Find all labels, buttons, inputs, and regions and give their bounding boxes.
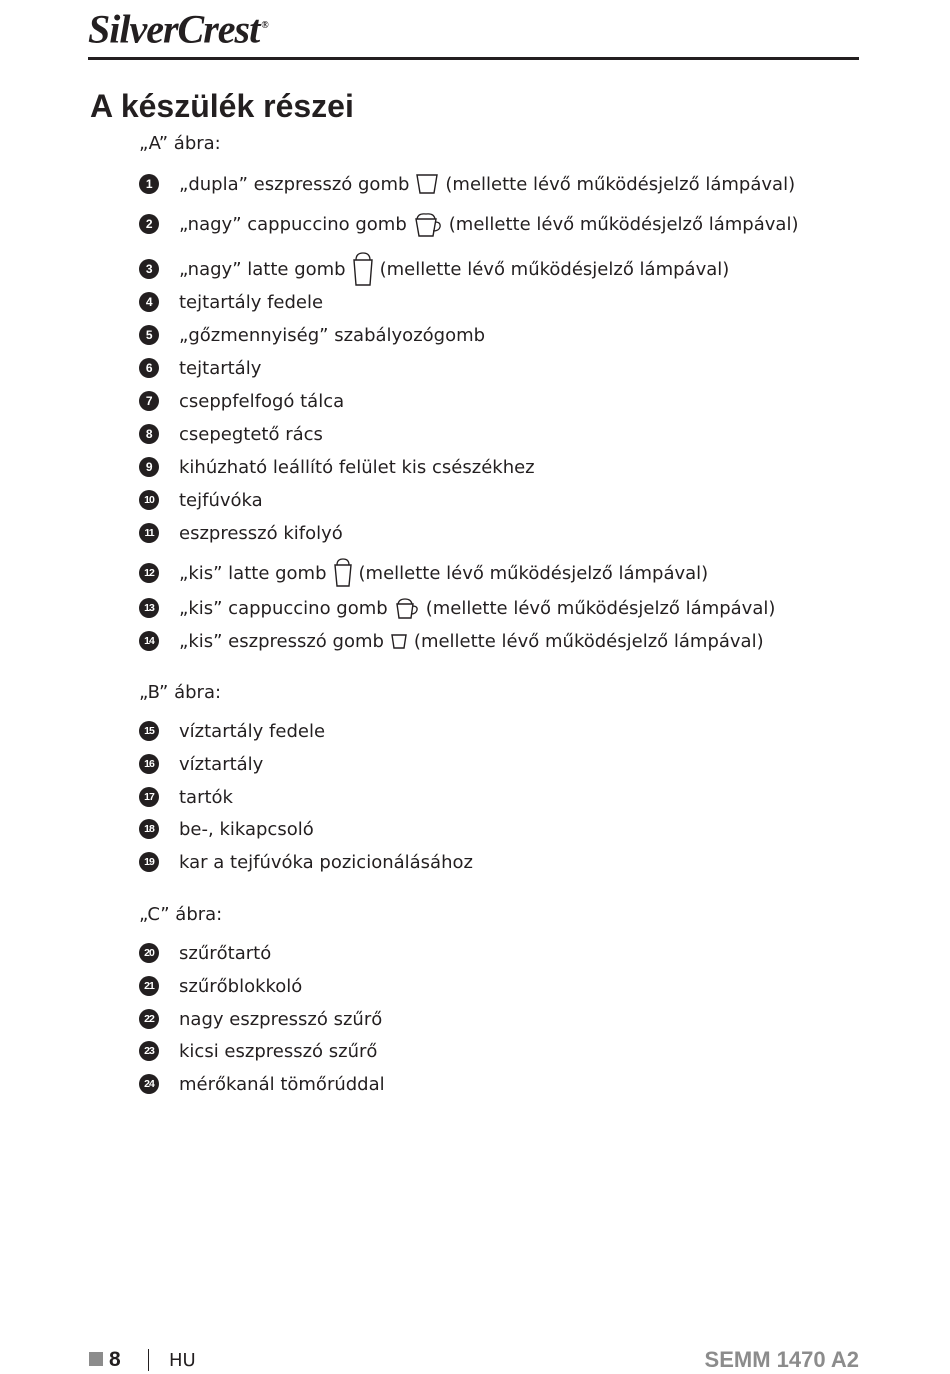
item-number-badge: 13 [139,598,159,618]
list-item [139,520,343,546]
item-number-badge: 21 [139,976,159,996]
item-number-badge: 5 [139,325,159,345]
item-text [179,358,261,379]
list-item [139,784,233,810]
item-label: kar a tejfúvóka pozicionálásához [179,851,473,873]
item-text [179,976,302,997]
item-text [179,424,323,445]
item-label: kicsi eszpresszó szűrő [179,1040,378,1062]
list-item [139,289,323,315]
list-item [139,1071,385,1097]
item-number-badge: 17 [139,787,159,807]
section-heading: „C” ábra: [139,904,223,925]
item-text [179,292,323,313]
item-label: csepegtető rács [179,423,323,445]
item-number-badge: 22 [139,1009,159,1029]
brand-logo [88,4,268,51]
list-item [139,849,473,875]
list-item [139,322,485,348]
list-item [139,718,325,744]
item-text [179,172,795,196]
item-note: (mellette lévő működésjelző lámpával) [445,173,796,195]
item-label: tartók [179,786,233,808]
list-item [139,487,263,513]
item-text [179,523,343,544]
page-number: 8 [109,1348,121,1371]
list-item [139,211,798,237]
list-item [139,171,795,197]
item-number-badge: 11 [139,523,159,543]
list-item [139,355,261,381]
item-number-badge: 6 [139,358,159,378]
item-number-badge: 15 [139,721,159,741]
item-text [179,631,764,652]
large-latte-glass-icon [352,251,374,287]
item-number-badge: 8 [139,424,159,444]
list-item [139,628,764,654]
small-latte-glass-icon [333,558,353,588]
item-text [179,490,263,511]
list-item [139,940,271,966]
item-label: „kis” eszpresszó gomb [179,630,384,652]
model-number: SEMM 1470 A2 [704,1347,859,1372]
large-cappuccino-cup-icon [413,209,443,239]
language-code: HU [169,1350,196,1371]
item-number-badge: 7 [139,391,159,411]
item-label: kihúzható leállító felület kis csészékhez [179,456,535,478]
list-item [139,1038,377,1064]
item-label: „nagy” latte gomb [179,258,346,280]
item-label: nagy eszpresszó szűrő [179,1008,383,1030]
item-label: „nagy” cappuccino gomb [179,213,407,235]
section-heading: „B” ábra: [139,682,222,703]
item-number-badge: 14 [139,631,159,651]
item-text [179,209,798,239]
item-number-badge: 3 [139,259,159,279]
item-number-badge: 2 [139,214,159,234]
section-heading: „A” ábra: [139,133,221,154]
item-number-badge: 12 [139,563,159,583]
small-espresso-cup-icon [390,632,408,650]
item-label: tejtartály fedele [179,291,324,313]
item-text [179,595,775,621]
item-label: szűrőtartó [179,942,272,964]
list-item [139,973,302,999]
item-note: (mellette lévő működésjelző lámpával) [425,597,776,619]
item-label: szűrőblokkoló [179,975,303,997]
item-note: (mellette lévő működésjelző lámpával) [379,258,730,280]
item-text [179,391,344,412]
item-label: tejtartály [179,357,262,379]
item-text [179,787,233,808]
small-cappuccino-cup-icon [394,595,420,621]
page-title: A készülék részei [90,88,354,124]
footer-separator [148,1349,149,1371]
item-label: víztartály fedele [179,720,326,742]
item-number-badge: 20 [139,943,159,963]
item-number-badge: 10 [139,490,159,510]
item-label: „dupla” eszpresszó gomb [179,173,410,195]
item-number-badge: 1 [139,174,159,194]
item-text [179,754,263,775]
item-label: cseppfelfogó tálca [179,390,345,412]
list-item [139,388,344,414]
item-text [179,721,325,742]
double-espresso-cup-icon [415,172,439,196]
item-label: „kis” cappuccino gomb [179,597,388,619]
item-note: (mellette lévő működésjelző lámpával) [413,630,764,652]
item-note: (mellette lévő működésjelző lámpával) [448,213,799,235]
list-item [139,1006,382,1032]
list-item [139,751,263,777]
item-text [179,325,485,346]
item-text [179,457,535,478]
registered-mark: ® [261,20,268,31]
item-label: eszpresszó kifolyó [179,522,343,544]
item-label: víztartály [179,753,264,775]
item-label: mérőkanál tömőrúddal [179,1073,385,1095]
item-text [179,1009,382,1030]
item-text [179,943,271,964]
list-item [139,560,708,586]
item-number-badge: 23 [139,1041,159,1061]
list-item [139,454,535,480]
item-label: „kis” latte gomb [179,562,327,584]
item-text [179,558,708,588]
item-text [179,852,473,873]
item-label: tejfúvóka [179,489,263,511]
brand-name: SilverCrest [88,6,260,52]
item-label: be-, kikapcsoló [179,818,314,840]
item-number-badge: 9 [139,457,159,477]
item-number-badge: 16 [139,754,159,774]
item-text [179,819,314,840]
item-text [179,251,729,287]
list-item [139,816,314,842]
item-label: „gőzmennyiség” szabályozógomb [179,324,486,346]
item-number-badge: 24 [139,1074,159,1094]
item-number-badge: 18 [139,819,159,839]
list-item [139,256,729,282]
list-item [139,595,775,621]
footer-square-icon [89,1352,103,1366]
item-text [179,1074,385,1095]
header-rule [88,57,859,60]
item-number-badge: 19 [139,852,159,872]
item-note: (mellette lévő működésjelző lámpával) [358,562,709,584]
item-text [179,1041,377,1062]
list-item [139,421,323,447]
item-number-badge: 4 [139,292,159,312]
